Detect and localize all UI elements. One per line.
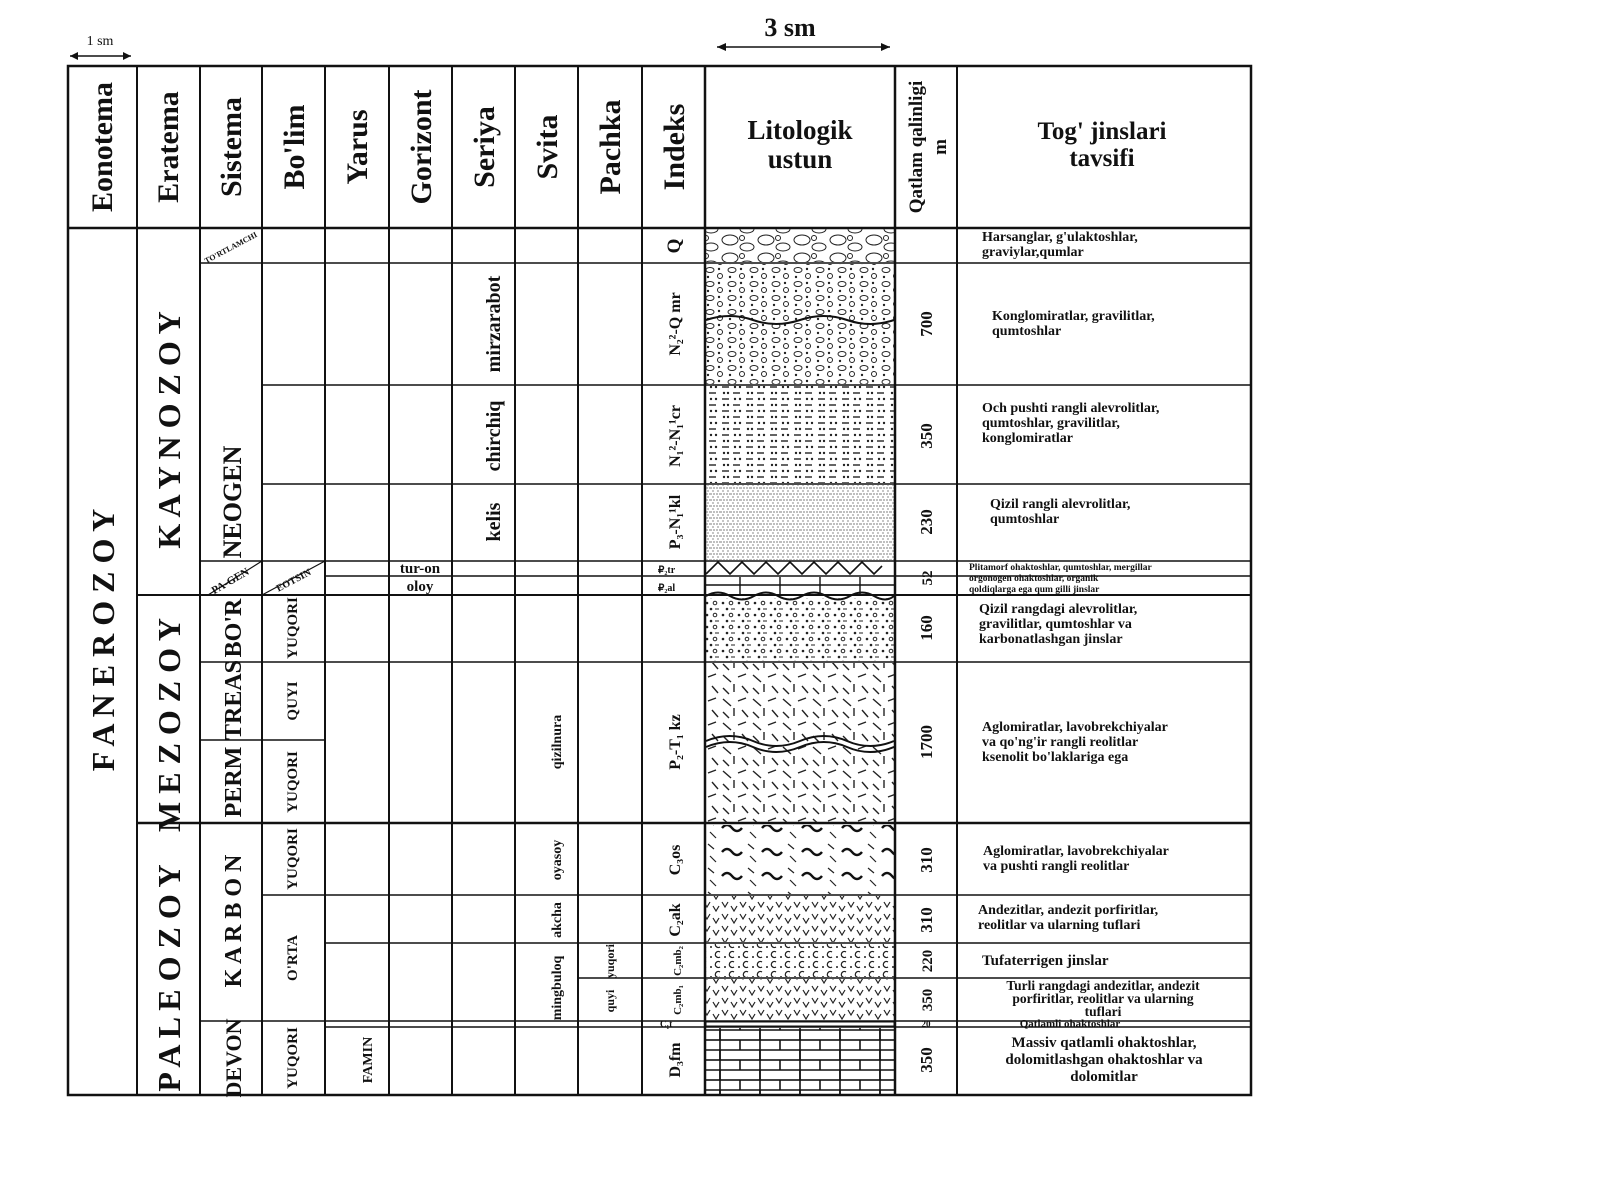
thickness-os: 310 bbox=[917, 847, 936, 873]
desc-os-line2: va pushti rangli reolitlar bbox=[983, 859, 1130, 874]
thickness-kz: 1700 bbox=[917, 725, 936, 759]
bolim-perm-yuqori: YUQORI bbox=[285, 751, 301, 813]
svita-qizilnura: qizilnura bbox=[550, 714, 565, 770]
svita-akcha: akcha bbox=[550, 902, 565, 938]
index-kl: P₃-N₁¹kl bbox=[667, 494, 684, 550]
desc-kl-line2: qumtoshlar bbox=[990, 512, 1060, 527]
desc-fm-line3: dolomitlar bbox=[1070, 1069, 1138, 1085]
desc-bor-line1: Qizil rangdagi alevrolitlar, bbox=[979, 602, 1138, 617]
bolim-quyi: QUYI bbox=[285, 681, 301, 721]
desc-cr-line2: qumtoshlar, gravilitlar, bbox=[982, 416, 1120, 431]
svita-oyasoy: oyasoy bbox=[550, 839, 565, 881]
eratema-paleozoy: P A L E O Z O Y bbox=[151, 864, 187, 1092]
index-al: ₽₂al bbox=[658, 583, 676, 594]
header-svita: Svita bbox=[531, 114, 564, 180]
index-fm: D₃fm bbox=[667, 1042, 684, 1078]
desc-mr-line2: qumtoshlar bbox=[992, 324, 1062, 339]
svita-mingbuloq: mingbuloq bbox=[550, 955, 565, 1021]
scale-bar-1sm bbox=[70, 34, 131, 60]
yarus-famin: FAMIN bbox=[361, 1036, 376, 1084]
index-q: Q bbox=[664, 238, 685, 254]
lith-q bbox=[706, 229, 894, 262]
sistema-karbon: K A R B O N bbox=[221, 854, 247, 988]
header-tavsif-line1: Tog' jinslari bbox=[1037, 118, 1167, 145]
index-cr: N₁²-N₁¹cr bbox=[667, 405, 684, 467]
thickness-fm: 350 bbox=[917, 1047, 936, 1073]
index-tr: ₽₂tr bbox=[658, 565, 676, 576]
desc-ct-line1: Qatlamli ohaktoshlar bbox=[1019, 1018, 1121, 1030]
scale-large-label: 3 sm bbox=[764, 13, 816, 42]
sistema-devon: DEVON bbox=[221, 1018, 246, 1098]
thickness-p: 52 bbox=[920, 570, 936, 586]
lith-ct bbox=[706, 1022, 894, 1026]
desc-kz-line1: Aglomiratlar, lavobrekchiyalar bbox=[982, 720, 1168, 735]
desc-ak-line1: Andezitlar, andezit porfiritlar, bbox=[978, 903, 1159, 918]
desc-q-line2: graviylar,qumlar bbox=[982, 245, 1084, 260]
index-ak: C₂ak bbox=[667, 903, 684, 937]
header-bolim: Bo'lim bbox=[278, 104, 311, 190]
index-mr: N₂²-Q mr bbox=[667, 292, 684, 356]
sistema-neogen: NEOGEN bbox=[218, 445, 247, 559]
lith-mb2 bbox=[706, 944, 894, 977]
desc-cr-line3: konglomiratlar bbox=[982, 431, 1073, 446]
header-seriya: Seriya bbox=[468, 106, 501, 188]
desc-p-line2: orgonogen ohaktoshlar, organik bbox=[969, 574, 1099, 584]
lith-bor bbox=[706, 598, 894, 661]
desc-mb2-line1: Tufaterrigen jinslar bbox=[982, 953, 1109, 969]
desc-p-line3: qoldiqlarga ega qum gilli jinslar bbox=[969, 585, 1100, 595]
lith-os bbox=[706, 825, 894, 894]
lith-cr bbox=[706, 386, 894, 483]
header-yarus: Yarus bbox=[341, 109, 374, 185]
eratema-kaynozoy: K A Y N O Z O Y bbox=[151, 311, 187, 549]
desc-kz-line3: ksenolit bo'laklariga ega bbox=[982, 750, 1129, 765]
scale-bar-3sm bbox=[717, 13, 890, 51]
header-qalinlik-line1: Qatlam qalinligi bbox=[906, 80, 927, 214]
header-sistema: Sistema bbox=[215, 97, 248, 197]
sistema-bor: BO'R bbox=[221, 598, 247, 658]
header-row bbox=[86, 81, 1167, 214]
lith-fm bbox=[706, 1028, 894, 1094]
lith-mb1 bbox=[706, 979, 894, 1020]
desc-mr-line1: Konglomiratlar, gravilitlar, bbox=[992, 309, 1155, 324]
header-gorizont: Gorizont bbox=[405, 89, 438, 205]
bolim-eotsin: EOTSIN bbox=[274, 567, 314, 595]
desc-cr-line1: Och pushti rangli alevrolitlar, bbox=[982, 401, 1160, 416]
gorizont-oloy: oloy bbox=[406, 579, 434, 595]
bolim-orta: O'RTA bbox=[285, 935, 301, 981]
header-eratema: Eratema bbox=[152, 91, 185, 203]
sistema-tortlamchi: TO'RTLAMCHI bbox=[202, 230, 259, 266]
index-os: C₃os bbox=[667, 844, 684, 876]
header-pachka: Pachka bbox=[594, 99, 627, 195]
desc-os-line1: Aglomiratlar, lavobrekchiyalar bbox=[983, 844, 1169, 859]
desc-kz-line2: va qo'ng'ir rangli reolitlar bbox=[982, 735, 1139, 750]
thickness-mb1: 350 bbox=[920, 988, 936, 1012]
thickness-ct: 20 bbox=[921, 1019, 931, 1029]
desc-bor-line3: karbonatlashgan jinslar bbox=[979, 632, 1123, 647]
lith-ak bbox=[706, 896, 894, 942]
thickness-mr: 700 bbox=[917, 311, 936, 337]
desc-bor-line2: gravilitlar, qumtoshlar va bbox=[979, 617, 1132, 632]
seriya-kelis: kelis bbox=[483, 502, 505, 542]
header-qalinlik-line2: m bbox=[930, 139, 951, 155]
description-column bbox=[969, 230, 1203, 1085]
desc-fm-line2: dolomitlashgan ohaktoshlar va bbox=[1005, 1052, 1203, 1068]
desc-fm-line1: Massiv qatlamli ohaktoshlar, bbox=[1011, 1035, 1197, 1051]
thickness-cr: 350 bbox=[917, 423, 936, 449]
desc-mb1-line2: porfiritlar, reolitlar va ularning bbox=[1012, 991, 1194, 1006]
thickness-mb2: 220 bbox=[920, 949, 936, 973]
sistema-perm: PERM bbox=[221, 746, 247, 818]
index-ct: C₁t bbox=[660, 1019, 673, 1029]
desc-mb1-line1: Turli rangdagi andezitlar, andezit bbox=[1006, 978, 1200, 993]
sistema-paleogen: PA-GEN bbox=[209, 565, 252, 597]
bolim-karbon-yuqori: YUQORI bbox=[285, 828, 301, 890]
header-eonotema: Eonotema bbox=[86, 82, 119, 212]
thickness-kl: 230 bbox=[917, 509, 936, 535]
thickness-bor: 160 bbox=[917, 615, 936, 641]
eonotema-fanerozoy: F A N E R O Z O Y bbox=[85, 508, 121, 772]
header-litologik-line1: Litologik bbox=[747, 115, 853, 145]
scale-small-label: 1 sm bbox=[86, 34, 114, 49]
desc-p-line1: Plitamorf ohaktoshlar, qumtoshlar, mergillar bbox=[969, 563, 1152, 573]
desc-mb1-line3: tuflari bbox=[1084, 1004, 1122, 1019]
header-indeks: Indeks bbox=[658, 103, 691, 191]
sistema-treas: TREAS bbox=[221, 659, 247, 741]
seriya-chirchiq: chirchiq bbox=[483, 400, 505, 472]
desc-q-line1: Harsanglar, g'ulaktoshlar, bbox=[982, 230, 1138, 245]
header-litologik-line2: ustun bbox=[767, 144, 833, 174]
pachka-quyi: quyi bbox=[603, 989, 617, 1013]
index-kz: P₂-T₁ kz bbox=[667, 714, 684, 770]
desc-kl-line1: Qizil rangli alevrolitlar, bbox=[990, 497, 1131, 512]
lith-tr bbox=[706, 562, 882, 574]
index-column bbox=[658, 239, 685, 1078]
lith-al bbox=[706, 577, 894, 594]
bolim-devon-yuqori: YUQORI bbox=[285, 1027, 301, 1089]
thickness-ak: 310 bbox=[917, 907, 936, 933]
eratema-mezozoy: M E Z O Z O Y bbox=[151, 618, 187, 832]
thickness-column bbox=[917, 311, 936, 1073]
bolim-bor-yuqori: YUQORI bbox=[285, 597, 301, 659]
index-mb2: C₂mb₂ bbox=[672, 946, 684, 976]
seriya-mirzarabot: mirzarabot bbox=[483, 275, 505, 373]
gorizont-turon: tur-on bbox=[399, 561, 441, 577]
header-tavsif-line2: tavsifi bbox=[1069, 145, 1135, 172]
pachka-yuqori: yuqori bbox=[603, 943, 617, 979]
desc-ak-line2: reolitlar va ularning tuflari bbox=[978, 918, 1141, 933]
index-mb1: C₂mb₁ bbox=[672, 985, 684, 1015]
lith-kl bbox=[706, 485, 894, 560]
